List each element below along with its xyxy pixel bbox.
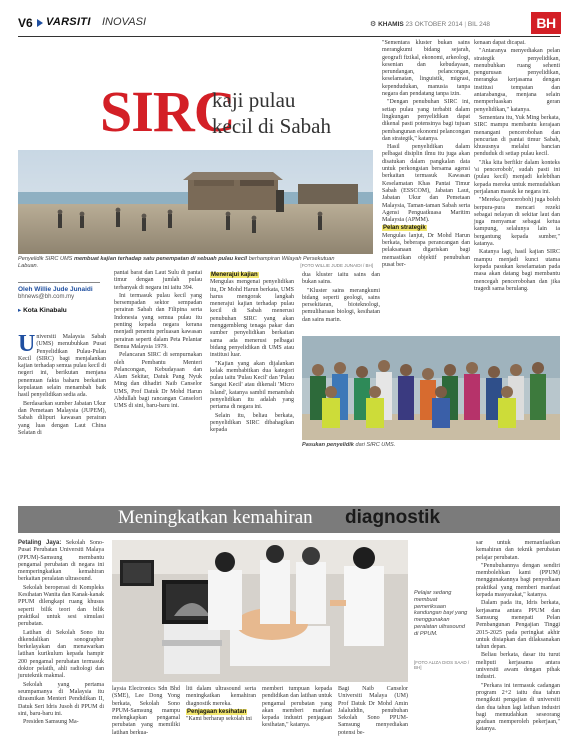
dateline-arrow-icon: ▸ bbox=[18, 307, 22, 314]
issue-number: BIL 248 bbox=[467, 21, 491, 28]
story1-col2: pantai barat dan Laut Sulu di pantai timur dengan jumlah pulau terbanyak di negara ini iaitu 394. Ini termasuk pulau kecil yang bersempadan sektor sempadan perairan Sabah dan Filipina serta Indonesia yang semua pulau itu penting kepada negara kerana menjadi penentu perluasan kawasan perairan seperti dalam Peta Pelantar Benua Malaysia 1979. Pelancaran SIRC di sempurnakan oleh Pembantu Menteri Pelancongan, Kebudayaan dan Alam Sekitar, Datuk Pang Nyuk Ming dan dihadiri Naib Canselor UMS, Prof Datuk Dr Mohd Harun Abdullah bagi rancangan Canselori UMS di sini, baru-baru ini. bbox=[114, 270, 202, 410]
section-name: VARSITI bbox=[46, 16, 91, 28]
sun-icon: ⚙ bbox=[370, 21, 377, 28]
drop-cap: U bbox=[18, 331, 36, 357]
dateline: ▸ Kota Kinabalu bbox=[18, 307, 67, 314]
story2-col1: Petaling Jaya: Sekolah Sono-Pusat Perubatan Universiti Malaya (PPUM)-Samsung membantu pengamal perubatan di negara ini memperingkatkan kemahiran berkaitan peralatan ultrasound. Sekolah beroperasi di Kompleks Kesihatan Wanita dan Kanak-kanak PPUM dilengkapi ruang khusus seperti bilik teori dan bilik praktikal untuk sesi simulasi perubatan. Latihan di Sekolah Sono itu dikendalikan sonographer berkelayakan dan menawarkan latihan kurikulum kepada hampir 200 pengamal perubatan termasuk doktor pelatih, ahli radiologi dan juruteknik makmal. Sekolah yang pertama seumpamanya di Malaysia itu dirasmikan Menteri Pendidikan II, Datuk Seri Idris Jusoh di PPUM di sini, baru-baru ini. Presiden Samsung Ma- bbox=[18, 540, 104, 726]
story1-col1: U niversiti Malaysia Sabah (UMS) menubuhkan Pusat Penyelidikan Pulau-Pulau Kecil (SIRC) bagi menjalankan kajian terhadap semua pulau kecil di negeri ini, berikutan menjana penemuan fakta baharu berkaitan kepulauan selain menambah baik hasil penyelidikan sedia ada. Berdasarkan sumber Jabatan Ukur dan Pemetaan Malaysia (JUPEM), Sabah dilipuri kawasan perairan yang luas dengan Laut China Selatan di bbox=[18, 331, 106, 436]
masthead-rule bbox=[18, 36, 560, 37]
story1-headline bbox=[100, 79, 370, 148]
headline-line2: kecil di Sabah bbox=[212, 114, 331, 138]
story1-col4: dua kluster iaitu sains dan bukan sains. "Kluster sains merangkumi bidang seperti geologi, sains persekitaran, bioteknologi, pemuliharaan biologi, kesihatan dan sains marin. bbox=[302, 272, 380, 323]
beach-photo bbox=[18, 150, 373, 254]
issue-date: 23 OKTOBER 2014 bbox=[405, 21, 463, 28]
byline bbox=[18, 282, 100, 314]
headline-line1: kaji pulau bbox=[212, 88, 296, 112]
masthead bbox=[18, 12, 560, 34]
story1-col3: Menerajui kajian Mengulas mengenai penyelidikan itu, Dr Mohd Harun berkata, UMS harus mengorak langkah menerajui kajian terhadap pulau kecil di Sabah menerusi penubuhan SIRC yang akan menggembleng tenaga pakar dan sumber penyelidikan berkaitan sama ada menerusi pelbagai bidang penyelidikan di UMS atau institusi luar. "Kajian yang akan dijalankan kelak membabitkan dua kategori pulau iaitu 'Pulau Kecil' dan 'Pulau Sangat Kecil' atau dikenali 'Micro Island', katanya sambil menambah penyelidikan itu adalah yang pertama di negara ini. Selain itu, beliau berkata, penyelidikan SIRC dibahagikan kepada bbox=[210, 272, 294, 434]
story2-col5: Bagi Naib Canselor Universiti Malaya (UM) Prof Datuk Dr Mohd Amin Jalaluddin, penubuhan Sekolah Sono PPUM-Samsung menyediakan potensi be- bbox=[338, 686, 408, 736]
ultrasound-photo-caption: Pelajar sedang membuat pemeriksaan kandungan bayi yang menggunakan peralatan ultrasound di PPUM. bbox=[414, 590, 468, 637]
story2-headline-plain: Meningkatkan kemahiran bbox=[118, 507, 313, 528]
ultrasound-photo bbox=[112, 540, 408, 682]
subhead-menerajui: Menerajui kajian bbox=[211, 272, 258, 278]
group-photo-caption: Pasukan penyelidik dari SIRC UMS. bbox=[302, 442, 396, 448]
subhead-penjagaan: Penjagaan kesihatan bbox=[187, 708, 247, 715]
story1-col6: kenaan dapat dicapai. "Antaranya menyediakan pelan strategik penyelidikan, menubuhkan ruang sehenti pengurusan penyelidikan, merangka kerjasama dengan institusi tempatan dan antarabangsa, menjana selain memperluaskan geran penyelidikan," katanya. Sementara itu, Yuk Ming berkata, SIRC mampu membantu kerajaan menangani pencerobohan dan pencurian di pantai timur Sabah, khususnya melalui bancian penduduk di setiap pulau kecil. "Jika kita berfikir dalam konteks 'si penceroboh', sudah pasti ini (pulau kecil) menjadi kelebihan kepada mereka untuk memudahkan perjalanan masuk ke negara ini. "Mereka (penceroboh) juga boleh berpura-pura mencari rezeki sebagai nelayan di sekitar laut dan juga menyamar sebagai ketua kampung, selalunya lain ia bergantung kepada sumber," katanya. Katanya lagi, hasil kajian SIRC mampu menjadi kunci utama kepada pasukan keselamatan pada masa akan datang bagi membantu mencegah pencerobohan dan jika tragedi sama berulang. bbox=[474, 40, 560, 292]
beach-photo-caption: Penyelidik SIRC UMS membuat kajian terhadap satu penempatan di sebuah pulau kecil berhampiran Wilayah Persekutuan Labuan. bbox=[18, 256, 335, 269]
story2-dateline: Petaling Jaya: bbox=[18, 540, 62, 546]
byline-rule bbox=[18, 282, 100, 283]
story2-col3: liti dalam ultrasound serta meningkatkan kemahiran diagnostik mereka. Penjagaan kesihatan "Kami berharap sekolah ini bbox=[186, 686, 256, 723]
group-photo bbox=[302, 336, 560, 440]
section-arrow-icon bbox=[37, 19, 43, 27]
subsection-name: INOVASI bbox=[102, 16, 147, 28]
story1-col5: "Sementara kluster bukan sains merangkumi bidang sejarah, geografi fizikal, ekonomi, arkeologi, kesenian dan kebudayaan, perundangan, pelancongan, keselamatan, linguistik, migrasi, kependudukan, manusia tanpa negara dan pendatang tanpa izin. "Dengan penubuhan SIRC ini, setiap pulau yang terbabit dalam lingkungan penyelidikan dapat dikenal pasti potensinya bagi tujuan pembangunan ekonomi pelancongan dan strategik," katanya. Hasil penyelidikan dalam pelbagai disiplin ilmu itu juga akan disatukan dalam pangkalan data untuk perkongsian bersama agensi berkaitan termasuk Kawasan Keselamatan Khas Pantai Timur Sabah (ESSCOM), Jabatan Laut, Jabatan Ukur dan Pemetaan Malaysia, Taman-taman Sabah serta Agensi Penguatkuasa Maritim Malaysia (APMM). Pelan strategik Mengulas lanjut, Dr Mohd Harun berkata, beberapa perancangan dan pelaksanaan digariskan bagi memastikan objektif penubuhan pusat ber- bbox=[382, 40, 470, 268]
story2-col6: sar untuk memanfaatkan kemahiran dan teknik perubatan pelajar perubatan. "Penubuhannya dengan sendiri membolehkan kami (PPUM) menggunakannya bagi penyediaan praktikal yang memberi manfaat kepada masyarakat," katanya. Dalam pada itu, Idris berkata, kerjasama antara PPUM dan Samsung menepati Pelan Pembangunan Pengajian Tinggi 2015-2025 pada peringkat akhir untuk disiapkan dan dilaksanakan tahun depan. Beliau berkata, dasar itu turut meliputi kerjasama antara universiti awam dengan pihak industri. "Perkara ini termasuk cadangan program 2+2 iaitu dua tahun mengikuti pengajian di universiti dan dua tahun lagi latihan industri bagi memudahkan seseorang graduan memperoleh pekerjaan," katanya. bbox=[476, 540, 560, 733]
page-number: V6 bbox=[18, 16, 33, 30]
issue-info: ⚙ KHAMIS 23 OKTOBER 2014 | BIL 248 bbox=[370, 21, 491, 28]
story2-headline-accent: diagnostik bbox=[345, 507, 441, 528]
story2-col4: memberi tumpuan kepada pendidikan dan latihan untuk pengamal perubatan yang akan memberi manfaat kepada industri penjagaan kesihatan," katanya. bbox=[262, 686, 332, 729]
issue-day: KHAMIS bbox=[378, 21, 404, 28]
bh-logo: BH bbox=[531, 12, 561, 34]
ultrasound-photo-credit: [FOTO ALIZA DIOS SAAD / BH] bbox=[414, 660, 470, 670]
story2-headline-band bbox=[18, 506, 560, 533]
byline-name: Oleh Willie Jude Junaidi bbox=[18, 286, 93, 293]
story2-col2: laysia Electronics Sdn Bhd (SME), Lee Dong Yong berkata, Sekolah Sono PPUM-Samsung mampu melengkapkan pengamal perubatan yang memiliki latihan berkua- bbox=[112, 686, 180, 736]
headline-sirc: SIRC bbox=[100, 79, 235, 144]
subhead-pelan-strategik: Pelan strategik bbox=[383, 225, 426, 232]
beach-photo-credit: [FOTO WILLIE JUDE JUNAIDI / BH] bbox=[300, 263, 373, 268]
byline-email[interactable]: bhnews@bh.com.my bbox=[18, 294, 75, 300]
